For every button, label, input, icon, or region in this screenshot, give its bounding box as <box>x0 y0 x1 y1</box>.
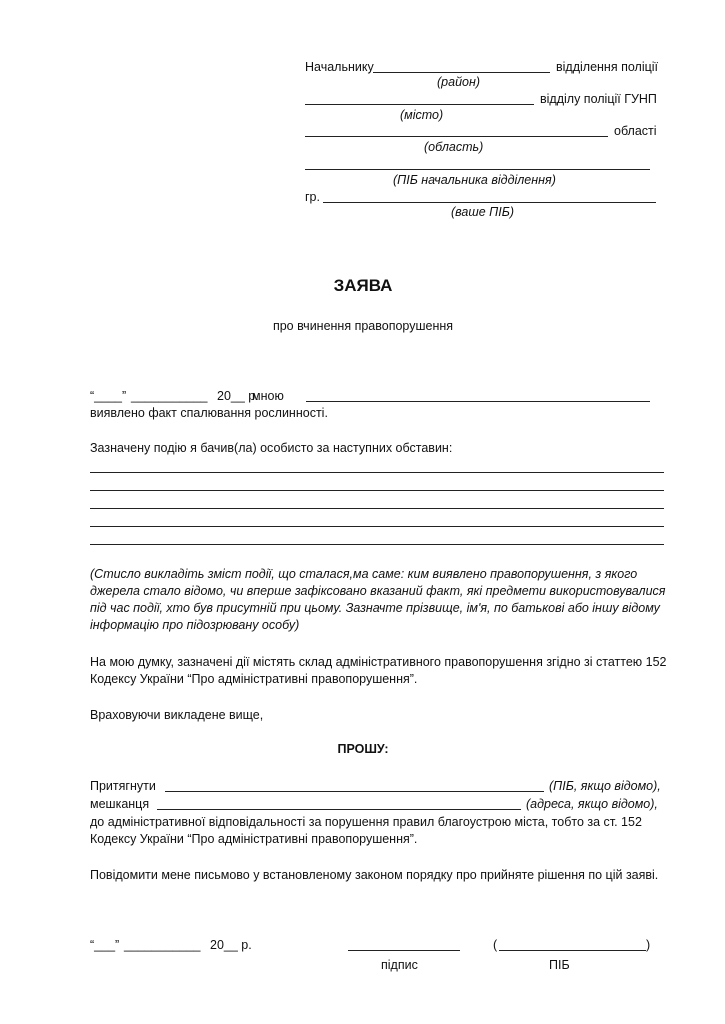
gunp-label: відділу поліції ГУНП <box>540 92 657 106</box>
signature-line[interactable] <box>348 950 460 951</box>
addressee-chief-label: Начальнику <box>305 60 374 74</box>
discovery-place-line[interactable] <box>306 401 650 402</box>
address-line[interactable] <box>157 809 521 810</box>
circumstances-line-2[interactable] <box>90 490 664 491</box>
region-label: області <box>614 124 657 138</box>
city-hint: (місто) <box>400 108 444 122</box>
chief-district-line[interactable] <box>373 72 550 73</box>
circumstances-line-5[interactable] <box>90 544 664 545</box>
request-heading: ПРОШУ: <box>337 742 389 756</box>
document-title: ЗАЯВА <box>333 276 393 295</box>
considering-text: Враховуючи викладене вище, <box>90 708 264 722</box>
attract-label: Притягнути <box>90 779 156 793</box>
discovery-fact-text: виявлено факт спалювання рослинності. <box>90 406 328 420</box>
name-open-paren: ( <box>493 938 498 952</box>
offender-name-hint: (ПІБ, якщо відомо), <box>549 779 661 793</box>
circumstances-line-1[interactable] <box>90 472 664 473</box>
signature-caption: підпис <box>381 958 418 972</box>
sign-date-month-field[interactable]: ___________ <box>124 938 201 952</box>
date-month-field[interactable]: ___________ <box>131 389 208 403</box>
notify-paragraph: Повідомити мене письмово у встановленому законом порядку про прийняте рішення по цій заяві. <box>90 868 659 882</box>
citizen-label: гр. <box>305 190 320 204</box>
name-line[interactable] <box>499 950 646 951</box>
by-me-label: мною <box>252 389 284 403</box>
chief-name-hint: (ПІБ начальника відділення) <box>393 173 556 187</box>
opinion-paragraph: На мою думку, зазначені дії містять склад адміністративного правопорушення згідно зі статтею 152 Кодексу України “Про адміністративні правопорушення”. <box>90 655 667 686</box>
instruction-paragraph: (Стисло викладіть зміст події, що сталася,ма саме: ким виявлено правопорушення, з якого джерела стало відомо, чи вперше зафіксовано вказаний факт, які предмети використовувалися під час події, хто був присутній при цьому. Зазначте прізвище, ім'я, по батькові або іншу відому інформацію про підозрювану особу) <box>90 567 666 632</box>
sign-date-year-field[interactable]: 20__ р. <box>210 938 252 952</box>
sign-date-day-field[interactable]: “___” <box>90 938 120 952</box>
liability-paragraph: до адміністративної відповідальності за порушення правил благоустрою міста, тобто за ст. 152 Кодексу України “Про адміністративні правопорушення”. <box>90 815 642 846</box>
date-year-field[interactable]: 20__ р. <box>217 389 259 403</box>
chief-name-line[interactable] <box>305 169 650 170</box>
applicant-name-hint: (ваше ПІБ) <box>451 205 514 219</box>
date-day-field[interactable]: “____” <box>90 389 127 403</box>
region-line[interactable] <box>305 136 608 137</box>
police-department-label: відділення поліції <box>556 60 659 74</box>
district-hint: (район) <box>437 75 481 89</box>
circumstances-line-4[interactable] <box>90 526 664 527</box>
name-caption: ПІБ <box>549 958 570 972</box>
resident-label: мешканця <box>90 797 150 811</box>
applicant-name-line[interactable] <box>323 202 656 203</box>
document-subtitle: про вчинення правопорушення <box>272 319 454 333</box>
name-close-paren: ) <box>646 938 651 952</box>
circumstances-text: Зазначену подію я бачив(ла) особисто за наступних обставин: <box>90 441 453 455</box>
address-hint: (адреса, якщо відомо), <box>526 797 658 811</box>
circumstances-line-3[interactable] <box>90 508 664 509</box>
city-line[interactable] <box>305 104 534 105</box>
region-hint: (область) <box>424 140 484 154</box>
offender-name-line[interactable] <box>165 791 544 792</box>
